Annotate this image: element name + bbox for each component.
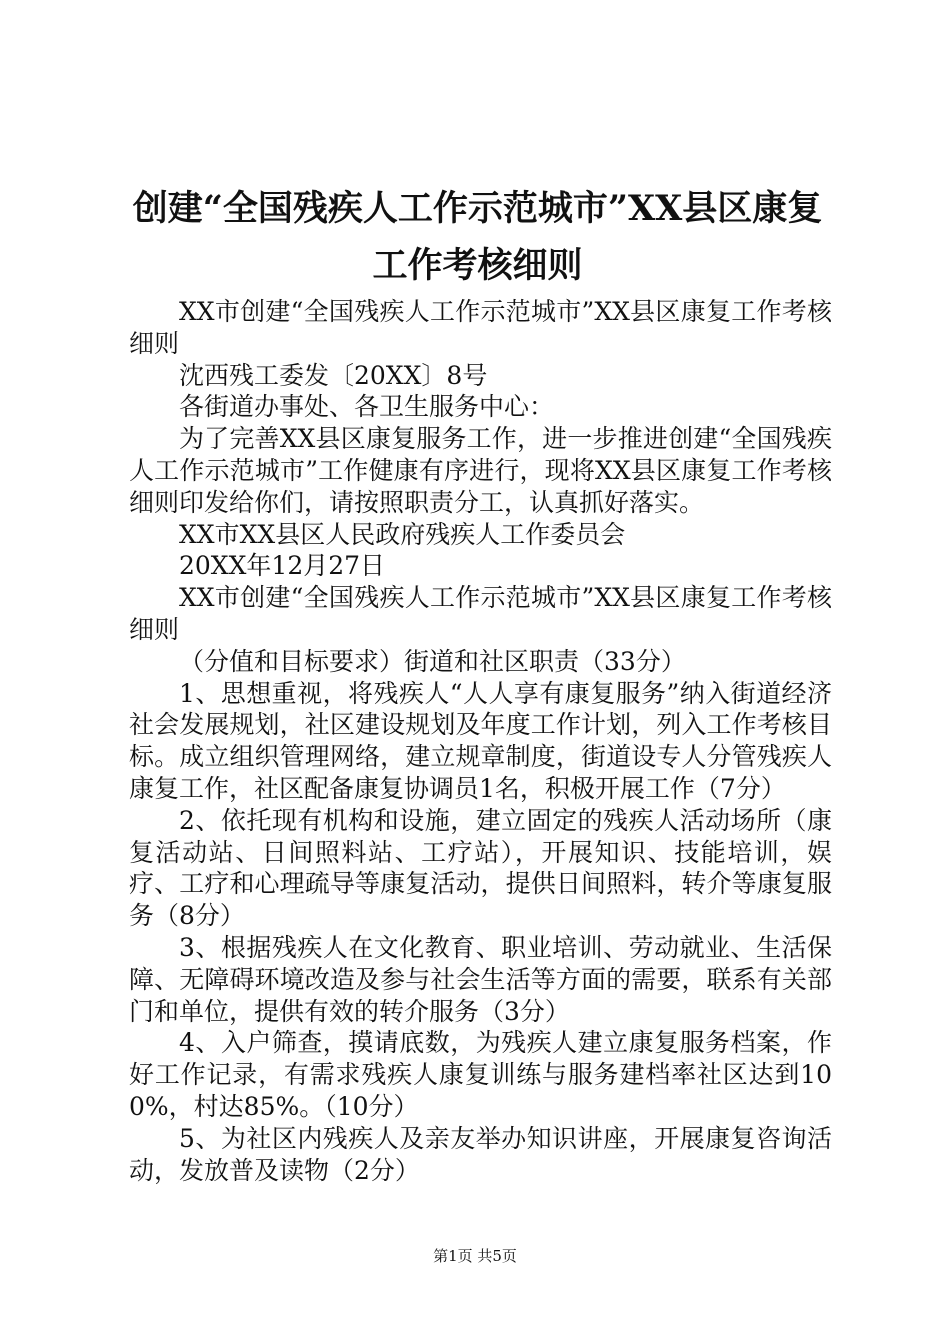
paragraph-item-3: 3、根据残疾人在文化教育、职业培训、劳动就业、生活保障、无障碍环境改造及参与社会生活等方面的需要，联系有关部门和单位，提供有效的转介服务（3分） <box>129 932 832 1026</box>
paragraph-item-5: 5、为社区内残疾人及亲友举办知识讲座，开展康复咨询活动，发放普及读物（2分） <box>129 1123 832 1185</box>
paragraph-date: 20XX年12月27日 <box>179 551 386 581</box>
paragraph-heading-repeat: XX市创建“全国残疾人工作示范城市”XX县区康复工作考核细则 <box>129 297 832 358</box>
document-title: 创建“全国残疾人工作示范城市”XX县区康复工作考核细则 <box>132 188 823 286</box>
paragraph-intro: 为了完善XX县区康复服务工作，进一步推进创建“全国残疾人工作示范城市”工作健康有序进行，现将XX县区康复工作考核细则印发给你们，请按照职责分工，认真抓好落实。 <box>129 424 832 517</box>
paragraph-item-1: 1、思想重视，将残疾人“人人享有康复服务”纳入街道经济社会发展规划，社区建设规划及年度工作计划，列入工作考核目标。成立组织管理网络，建立规章制度，街道设专人分管残疾人康复工作，社区配备康复协调员1名，积极开展工作（7分） <box>129 678 832 803</box>
paragraph-section-title: （分值和目标要求）街道和社区职责（33分） <box>179 646 686 676</box>
page-footer: 第1页 共5页 <box>433 1247 517 1265</box>
paragraph-file-number: 沈西残工委发〔20XX〕8号 <box>179 360 488 390</box>
paragraph-issuer: XX市XX县区人民政府残疾人工作委员会 <box>179 519 626 549</box>
paragraph-addressee: 各街道办事处、各卫生服务中心： <box>179 392 555 422</box>
paragraph-heading-second: XX市创建“全国残疾人工作示范城市”XX县区康复工作考核细则 <box>129 583 832 644</box>
document-body <box>129 296 832 1186</box>
paragraph-item-4: 4、入户筛查，摸请底数，为残疾人建立康复服务档案，作好工作记录，有需求残疾人康复训练与服务建档率社区达到100%，村达85%。（10分） <box>129 1028 832 1121</box>
paragraph-item-2: 2、依托现有机构和设施，建立固定的残疾人活动场所（康复活动站、日间照料站、工疗站），开展知识、技能培训，娱疗、工疗和心理疏导等康复活动，提供日间照料，转介等康复服务（8分） <box>129 805 832 931</box>
